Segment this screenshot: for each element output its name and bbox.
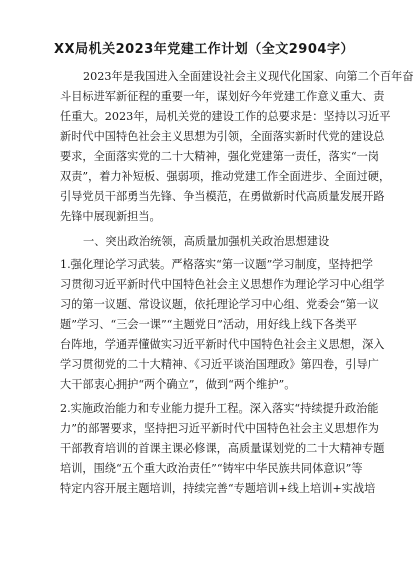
paragraph-line: 习的第一议题、常设议题，依托理论学习中心组、党委会“第一议	[60, 298, 379, 311]
document-title: XX局机关2023年党建工作计划（全文2904字）	[54, 42, 354, 57]
paragraph-line: 干部教育培训的首课主课必修课，高质量谋划党的二十大精神专题	[60, 442, 385, 455]
paragraph-line: 新时代中国特色社会主义思想为引领，全面落实新时代党的建设总	[60, 130, 385, 143]
paragraph-line: 题”学习、“三会一课”“主题党日”活动，用好线上线下各类平	[60, 318, 358, 331]
paragraph-line: 力”的部署要求，坚持把习近平新时代中国特色社会主义思想作为	[60, 422, 379, 435]
paragraph-line: 先锋中展现新担当。	[60, 210, 161, 223]
paragraph-line: 引导党员干部勇当先锋、争当模范，在勇做新时代高质量发展开路	[60, 190, 385, 203]
paragraph-line: 2.实施政治能力和专业能力提升工程。深入落实“持续提升政治能	[60, 402, 379, 415]
paragraph-line: 任重大。2023年，局机关党的建设工作的总要求是：坚持以习近平	[60, 110, 391, 123]
paragraph-line: 大干部衷心拥护“两个确立”，做到“两个维护”。	[60, 378, 296, 391]
section-heading: 一、突出政治统领，高质量加强机关政治思想建设	[83, 235, 330, 248]
paragraph-line: 培训，围绕“五个重大政治责任”“铸牢中华民族共同体意识”等	[60, 462, 363, 475]
paragraph-line: 双责”，着力补短板、强弱项，推动党建工作全面进步、全面过硬，	[60, 170, 391, 183]
paragraph-line: 2023年是我国进入全面建设社会主义现代化国家、向第二个百年奋	[83, 70, 414, 83]
paragraph-line: 1.强化理论学习武装。严格落实“第一议题”学习制度，坚持把学	[60, 258, 373, 271]
paragraph-line: 习贯彻习近平新时代中国特色社会主义思想作为理论学习中心组学	[60, 278, 385, 291]
paragraph-line: 斗目标进军新征程的重要一年，谋划好今年党建工作意义重大、责	[60, 90, 385, 103]
paragraph-line: 特定内容开展主题培训，持续完善“专题培训+线上培训+实战培	[60, 482, 376, 495]
paragraph-line: 台阵地，学通弄懂做实习近平新时代中国特色社会主义思想，深入	[60, 338, 385, 351]
paragraph-line: 学习贯彻党的二十大精神、《习近平谈治国理政》第四卷，引导广	[60, 358, 379, 371]
paragraph-line: 要求，全面落实党的二十大精神，强化党建第一责任，落实“一岗	[60, 150, 379, 163]
